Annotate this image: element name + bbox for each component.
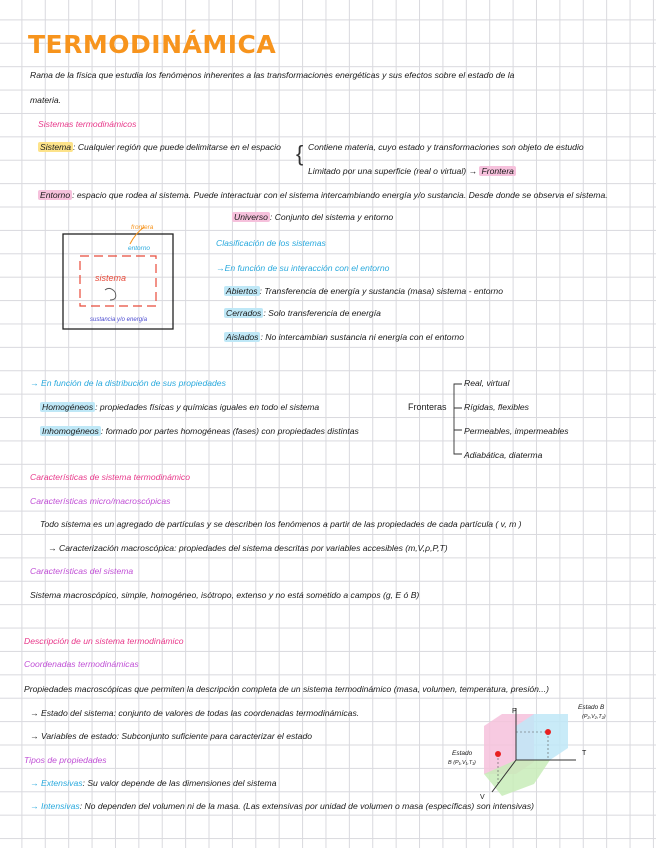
clasificacion-heading: Clasificación de los sistemas: [216, 238, 326, 248]
distribucion-heading: → En función de la distribución de sus propiedades: [30, 378, 226, 388]
estado-b-label: Estado B: [578, 704, 605, 711]
page-title: TERMODINÁMICA: [28, 30, 277, 59]
descripcion-line-3: → Variables de estado: Subconjunto suficiente para caracterizar el estado: [30, 731, 313, 741]
tipos-heading: Tipos de propiedades: [24, 755, 107, 765]
homog-item: [40, 402, 319, 413]
caracteristicas-heading: Características de sistema termodinámico: [30, 472, 190, 482]
fronteras-item-1: Real, virtual: [464, 378, 510, 388]
estado-a-label: Estado: [452, 750, 473, 757]
sistema-right-2-text: Limitado por una superficie (real o virtual): [308, 166, 467, 176]
caracteristicas-sub-2: Características del sistema: [30, 566, 134, 576]
sistema-term: Sistema: [40, 142, 72, 152]
caracteristicas-line-2: → Caracterización macroscópica: propiedades del sistema descritas por variables accesibles (m,V,ρ,P,T): [48, 543, 448, 553]
descripcion-sub: Coordenadas termodinámicas: [24, 659, 139, 669]
entorno-term: Entorno: [40, 190, 71, 200]
caracteristicas-sub: Características micro/macroscópicas: [30, 496, 171, 506]
cerrados-item: [224, 308, 381, 319]
intensivas-term: → Intensivas: [30, 801, 80, 811]
fronteras-label: Fronteras: [408, 402, 447, 412]
inhomog-term: Inhomogéneos: [42, 426, 99, 436]
diagram-intercambio: sustancia y/o energía: [90, 317, 148, 323]
abiertos-item: [224, 286, 503, 297]
frontera-label: Frontera: [481, 166, 514, 176]
diagram-entorno: entorno: [128, 245, 151, 252]
estado-b-coords: (P₂,V₂,T₂): [582, 714, 606, 720]
diagram-frontera: frontera: [131, 224, 154, 231]
cerrados-term: Cerrados: [226, 308, 262, 318]
sistema-right-1: Contiene materia, cuyo estado y transformaciones son objeto de estudio: [308, 142, 584, 152]
axis-v: V: [480, 794, 485, 801]
intensivas-item: [30, 801, 534, 812]
intro-line-2: materia.: [30, 95, 62, 105]
clasificacion-sub: →En función de su interacción con el entorno: [216, 263, 390, 273]
axis-p: P: [512, 708, 517, 715]
descripcion-line-2: → Estado del sistema: conjunto de valores de todas las coordenadas termodinámicas.: [30, 708, 360, 718]
pvt-cube-diagram: [478, 700, 588, 800]
sistema-right-2: Limitado por una superficie (real o virtual) → Frontera: [308, 166, 514, 176]
sistema-def: : Cualquier región que puede delimitarse en el espacio: [73, 142, 281, 152]
descripcion-line-1: Propiedades macroscópicas que permiten la descripción completa de un sistema termodinámico (masa, volumen, temperatura, presión...): [24, 684, 549, 694]
fronteras-item-4: Adiabática, diaterma: [464, 450, 543, 460]
abiertos-def: : Transferencia de energía y sustancia (masa) sistema - entorno: [259, 286, 503, 296]
sistemas-heading: Sistemas termodinámicos: [38, 119, 137, 129]
brace: {: [296, 141, 304, 166]
entorno-def: : espacio que rodea al sistema. Puede interactuar con el sistema intercambiando energía y/o sustancia. Desde donde se observa el sistema.: [72, 190, 608, 200]
aislados-item: [224, 332, 464, 343]
intensivas-def: : No dependen del volumen ni de la masa. (Las extensivas por unidad de volumen o masa (específicas) son intensivas): [79, 801, 534, 811]
universo-definition: [232, 212, 393, 223]
diagram-sistema: sistema: [95, 273, 127, 283]
extensivas-term: → Extensivas: [30, 778, 83, 788]
aislados-term: Aislados: [226, 332, 259, 342]
caracteristicas-line-3: Sistema macroscópico, simple, homogéneo, isótropo, extenso y no está sometido a campos (g, E ó B): [30, 590, 420, 600]
fronteras-item-3: Permeables, impermeables: [464, 426, 569, 436]
fronteras-item-2: Rígidas, flexibles: [464, 402, 529, 412]
caracteristicas-line-1: Todo sistema es un agregado de partículas y se describen los fenómenos a partir de las propiedades de cada partícula ( v, m ): [40, 519, 522, 529]
axis-t: T: [582, 750, 587, 757]
entorno-definition: [38, 190, 608, 201]
extensivas-def: : Su valor depende de las dimensiones del sistema: [82, 778, 277, 788]
fronteras-connectors: [448, 378, 478, 458]
extensivas-item: [30, 778, 277, 789]
aislados-def: : No intercambian sustancia ni energía con el entorno: [260, 332, 464, 342]
estado-a-coords: B (P₁,V₁,T₁): [448, 760, 476, 766]
homog-def: : propiedades físicas y químicas iguales en todo el sistema: [95, 402, 320, 412]
descripcion-heading: Descripción de un sistema termodinámico: [24, 636, 184, 646]
homog-term: Homogéneos: [42, 402, 94, 412]
universo-term: Universo: [234, 212, 268, 222]
inhomog-def: : formado por partes homogéneas (fases) con propiedades distintas: [100, 426, 359, 436]
cerrados-def: : Solo transferencia de energía: [263, 308, 381, 318]
universo-def: : Conjunto del sistema y entorno: [269, 212, 394, 222]
sistema-definition: [38, 142, 281, 153]
inhomog-item: [40, 426, 359, 437]
intro-line-1: Rama de la física que estudia los fenómenos inherentes a las transformaciones energéticas y sus efectos sobre el estado de la: [30, 70, 515, 80]
abiertos-term: Abiertos: [226, 286, 258, 296]
